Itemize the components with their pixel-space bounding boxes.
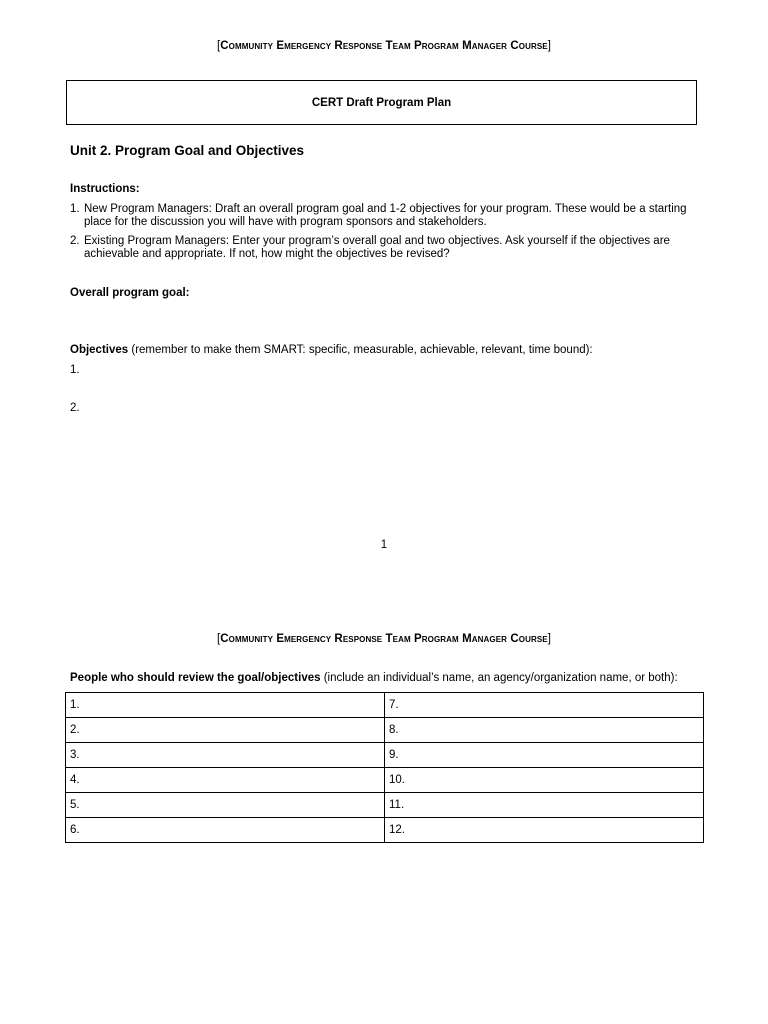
instruction-text: New Program Managers: Draft an overall program goal and 1-2 objectives for your program. These would be a starting place for the discussion you will have with program sponsors and stakeholders. — [84, 203, 687, 228]
table-cell[interactable]: 3. — [66, 743, 385, 768]
instruction-item-1 — [70, 203, 710, 229]
objectives-label: Objectives — [70, 344, 129, 356]
table-row — [66, 743, 704, 768]
unit-heading: Unit 2. Program Goal and Objectives — [70, 143, 305, 158]
table-cell[interactable]: 7. — [385, 693, 704, 718]
reviewers-line — [70, 672, 678, 684]
table-cell[interactable]: 9. — [385, 743, 704, 768]
table-row — [66, 768, 704, 793]
instruction-item-2 — [70, 235, 710, 261]
page-header: [Community Emergency Response Team Program Manager Course] — [216, 633, 552, 645]
instruction-number: 1. — [70, 203, 80, 215]
goal-label: Overall program goal: — [70, 287, 190, 299]
table-cell[interactable]: 6. — [66, 818, 385, 843]
document-title: CERT Draft Program Plan — [311, 96, 452, 109]
table-cell[interactable]: 2. — [66, 718, 385, 743]
table-row — [66, 818, 704, 843]
reviewers-table — [65, 692, 704, 843]
objective-number-1: 1. — [70, 364, 80, 376]
title-box — [66, 80, 697, 125]
table-cell[interactable]: 1. — [66, 693, 385, 718]
table-row — [66, 693, 704, 718]
page-header: [Community Emergency Response Team Program Manager Course] — [216, 40, 552, 52]
table-row — [66, 793, 704, 818]
instruction-number: 2. — [70, 235, 80, 247]
reviewers-note: (include an individual’s name, an agency/organization name, or both): — [320, 672, 678, 684]
page-number: 1 — [380, 539, 388, 551]
page-header-text: Community Emergency Response Team Program Manager Course — [220, 40, 548, 52]
reviewers-label: People who should review the goal/objectives — [70, 672, 321, 684]
page-header-text: Community Emergency Response Team Program Manager Course — [220, 633, 548, 645]
table-cell[interactable]: 8. — [385, 718, 704, 743]
table-row — [66, 718, 704, 743]
instruction-text: Existing Program Managers: Enter your program’s overall goal and two objectives. Ask yourself if the objectives are achievable and appropriate. If not, how might the objectives be revised? — [84, 235, 670, 260]
instructions-label: Instructions: — [70, 183, 140, 195]
table-cell[interactable]: 11. — [385, 793, 704, 818]
objective-number-2: 2. — [70, 402, 80, 414]
table-cell[interactable]: 4. — [66, 768, 385, 793]
objectives-note: (remember to make them SMART: specific, measurable, achievable, relevant, time bound): — [128, 344, 593, 356]
table-cell[interactable]: 10. — [385, 768, 704, 793]
table-cell[interactable]: 5. — [66, 793, 385, 818]
table-cell[interactable]: 12. — [385, 818, 704, 843]
objectives-line — [70, 344, 593, 356]
